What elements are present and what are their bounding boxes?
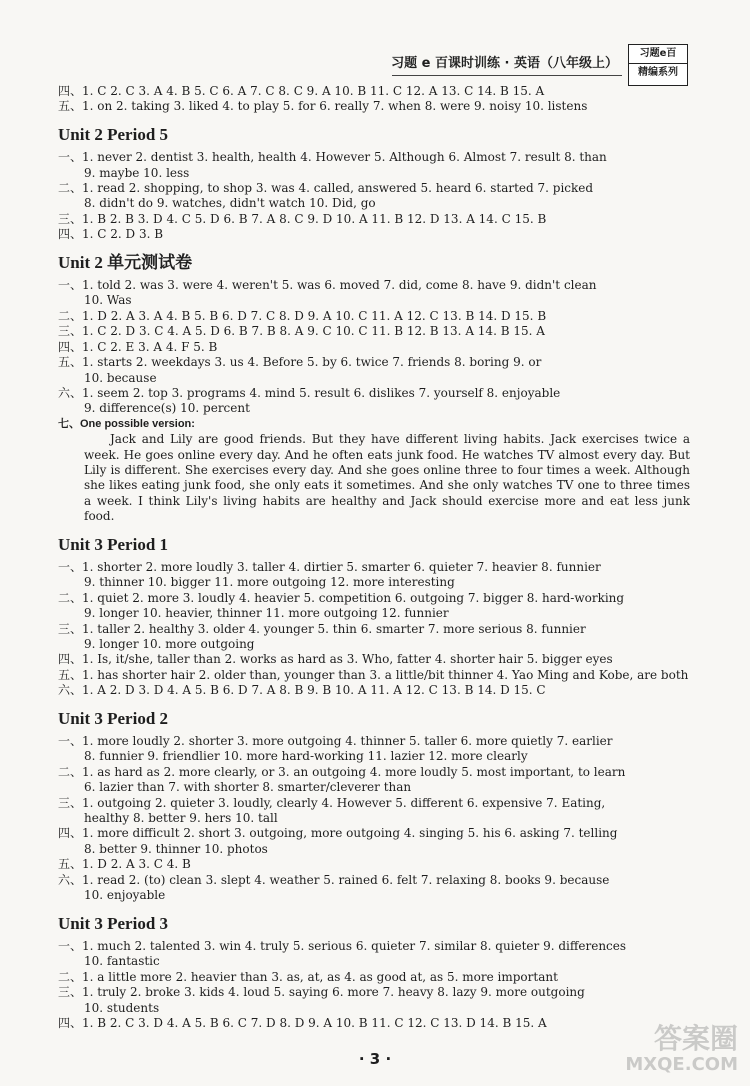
answer-line: 一、1. much 2. talented 3. win 4. truly 5. serious 6. quieter 7. similar 8. quieter 9. differences	[58, 938, 627, 953]
answer-line: 三、1. taller 2. healthy 3. older 4. younger 5. thin 6. smarter 7. more serious 8. funnier	[58, 621, 586, 636]
logo-line-1: 习题e百	[639, 48, 677, 59]
watermark-logo	[608, 1024, 738, 1080]
book-title: 习题 e 百课时训练 · 英语（八年级上）	[391, 56, 618, 71]
series-logo	[628, 44, 688, 86]
answer-line: 10. fantastic	[84, 954, 160, 969]
section-heading: Unit 2 Period 5	[58, 124, 169, 144]
answer-line: 四、1. B 2. C 3. D 4. A 5. B 6. C 7. D 8. D 9. A 10. B 11. C 12. C 13. D 14. B 15. A	[58, 1015, 547, 1030]
answer-line: 四、1. Is, it/she, taller than 2. works as hard as 3. Who, fatter 4. shorter hair 5. bigger eyes	[58, 652, 613, 667]
answer-line: 10. enjoyable	[84, 888, 166, 903]
answer-line: 一、1. never 2. dentist 3. health, health 4. However 5. Although 6. Almost 7. result 8. than	[58, 150, 607, 165]
answer-line: 一、1. told 2. was 3. were 4. weren't 5. was 6. moved 7. did, come 8. have 9. didn't clean	[58, 278, 597, 293]
section-heading: Unit 3 Period 1	[58, 534, 169, 554]
possible-version-label: 七、One possible version:	[58, 417, 195, 430]
answer-line: 六、1. seem 2. top 3. programs 4. mind 5. result 6. dislikes 7. yourself 8. enjoyable	[58, 385, 561, 400]
answer-content	[58, 84, 690, 1054]
answer-line: 9. longer 10. more outgoing	[84, 637, 255, 651]
answer-line: 6. lazier than 7. with shorter 8. smarter/cleverer than	[84, 780, 412, 795]
answer-line: 三、1. B 2. B 3. D 4. C 5. D 6. B 7. A 8. C 9. D 10. A 11. B 12. D 13. A 14. C 15. B	[58, 211, 547, 226]
answer-line: 三、1. C 2. D 3. C 4. A 5. D 6. B 7. B 8. A 9. C 10. C 11. B 12. B 13. A 14. B 15. A	[58, 324, 545, 339]
answer-line: 五、1. has shorter hair 2. older than, younger than 3. a little/bit thinner 4. Yao Ming and Kobe, are both	[58, 667, 689, 682]
section-heading: Unit 3 Period 2	[58, 708, 169, 728]
answer-line: 四、1. C 2. D 3. B	[58, 227, 164, 242]
answer-line: 一、1. more loudly 2. shorter 3. more outgoing 4. thinner 5. taller 6. more quietly 7. earlier	[58, 734, 613, 749]
watermark-url: MXQE.COM	[625, 1054, 738, 1075]
answer-line: 四、1. C 2. E 3. A 4. F 5. B	[58, 339, 218, 354]
answer-line: 9. difference(s) 10. percent	[84, 401, 250, 416]
answer-line: 二、1. D 2. A 3. A 4. B 5. B 6. D 7. C 8. D 9. A 10. C 11. A 12. C 13. B 14. D 15. B	[58, 308, 547, 323]
sample-essay: Jack and Lily are good friends. But they have different living habits. Jack exercises twice a week. He goes online every day. And he often eats junk food. He watches TV almost every day. But Lily is different. She exercises every day. And she goes online three to four times a week. Although she likes eating junk food, she only eats it sometimes. And she only watches TV one to three times a week. I think Lily's living habits are healthy and Jack should exercise more and eat less junk food.	[84, 432, 690, 524]
section-heading: Unit 2 单元测试卷	[58, 252, 193, 272]
answer-line: 二、1. read 2. shopping, to shop 3. was 4. called, answered 5. heard 6. started 7. picked	[58, 181, 594, 196]
answer-line: 三、1. outgoing 2. quieter 3. loudly, clearly 4. However 5. different 6. expensive 7. Eating,	[58, 795, 606, 810]
watermark-text: 答案圈	[653, 1022, 738, 1055]
section-heading: Unit 3 Period 3	[58, 913, 169, 933]
answer-line: 二、1. quiet 2. more 3. loudly 4. heavier 5. competition 6. outgoing 7. bigger 8. hard-working	[58, 590, 625, 605]
answer-line: 二、1. as hard as 2. more clearly, or 3. an outgoing 4. more loudly 5. most important, to learn	[58, 764, 626, 779]
answer-line: 9. thinner 10. bigger 11. more outgoing 12. more interesting	[84, 575, 455, 590]
answer-line: 8. better 9. thinner 10. photos	[84, 841, 268, 856]
answer-line: 一、1. shorter 2. more loudly 3. taller 4. dirtier 5. smarter 6. quieter 7. heavier 8. funnier	[58, 559, 601, 574]
answer-line: 二、1. a little more 2. heavier than 3. as, at, as 4. as good at, as 5. more important	[58, 969, 558, 984]
answer-line: 五、1. starts 2. weekdays 3. us 4. Before 5. by 6. twice 7. friends 8. boring 9. or	[58, 355, 542, 370]
answer-line: 六、1. read 2. (to) clean 3. slept 4. weather 5. rained 6. felt 7. relaxing 8. books 9. because	[58, 872, 610, 887]
answer-line: 8. didn't do 9. watches, didn't watch 10. Did, go	[84, 196, 376, 211]
answer-line: 五、1. on 2. taking 3. liked 4. to play 5. for 6. really 7. when 8. were 9. noisy 10. listens	[58, 99, 588, 114]
page-number: · 3 ·	[358, 1050, 392, 1068]
answer-line: 8. funnier 9. friendlier 10. more hard-working 11. lazier 12. more clearly	[84, 749, 528, 764]
answer-line: 10. Was	[84, 293, 132, 308]
header-rule	[392, 75, 622, 76]
answer-line: 四、1. C 2. C 3. A 4. B 5. C 6. A 7. C 8. C 9. A 10. B 11. C 12. A 13. C 14. B 15. A	[58, 84, 545, 98]
logo-line-2: 精编系列	[629, 63, 687, 82]
answer-line: healthy 8. better 9. hers 10. tall	[84, 811, 278, 826]
answer-line: 四、1. more difficult 2. short 3. outgoing, more outgoing 4. singing 5. his 6. asking 7. telling	[58, 826, 618, 841]
answer-line: 六、1. A 2. D 3. D 4. A 5. B 6. D 7. A 8. B 9. B 10. A 11. A 12. C 13. B 14. D 15. C	[58, 683, 546, 698]
answer-line: 三、1. truly 2. broke 3. kids 4. loud 5. saying 6. more 7. heavy 8. lazy 9. more outgoing	[58, 985, 585, 1000]
answer-line: 10. because	[84, 370, 157, 385]
answer-line: 9. maybe 10. less	[84, 165, 190, 180]
answer-line: 10. students	[84, 1000, 160, 1015]
page-header	[0, 0, 750, 84]
answer-line: 五、1. D 2. A 3. C 4. B	[58, 857, 191, 872]
answer-line: 9. longer 10. heavier, thinner 11. more outgoing 12. funnier	[84, 606, 449, 621]
